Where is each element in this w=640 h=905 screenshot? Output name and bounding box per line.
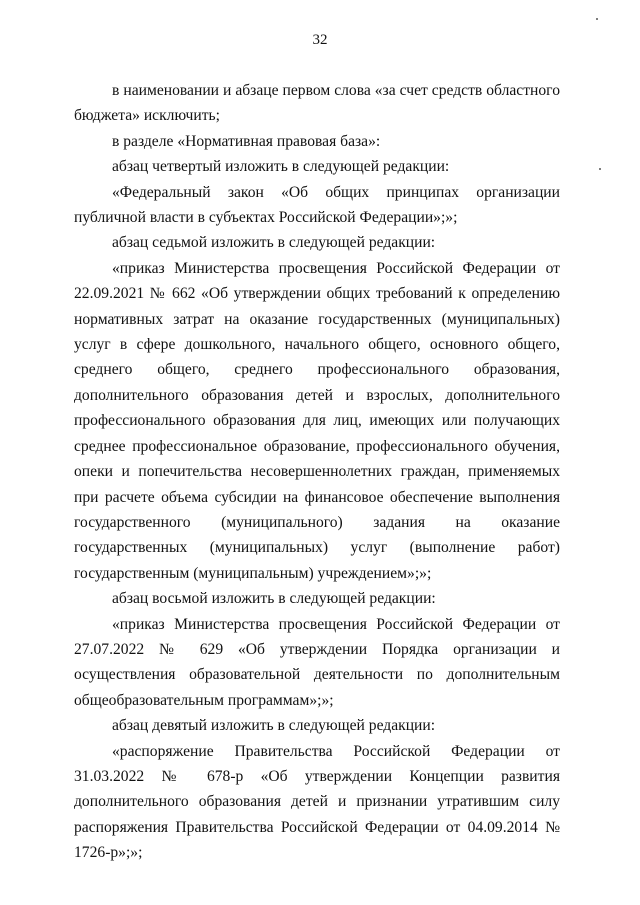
- scan-speck: [596, 18, 598, 20]
- paragraph-10: «распоряжение Правительства Российской Федерации от 31.03.2022 № 678-р «Об утверждении Концепции развития дополнительного образования детей и признании утратившим силу распоряжения Правительства Российской Федерации от 04.09.2014 № 1726-р»;»;: [74, 742, 560, 862]
- paragraph-7: абзац восьмой изложить в следующей редакции:: [112, 590, 436, 608]
- document-body: [74, 78, 560, 866]
- paragraph-9: абзац девятый изложить в следующей редакции:: [112, 717, 436, 735]
- paragraph-8: «приказ Министерства просвещения Российской Федерации от 27.07.2022 № 629 «Об утверждении Порядка организации и осуществления образовательной деятельности по дополнительным общеобразовательным программам»;»;: [74, 615, 560, 709]
- paragraph-2: в разделе «Нормативная правовая база»:: [112, 132, 381, 150]
- paragraph-5: абзац седьмой изложить в следующей редакции:: [112, 234, 436, 252]
- scan-speck: [599, 168, 601, 170]
- paragraph-6: «приказ Министерства просвещения Российской Федерации от 22.09.2021 № 662 «Об утверждении общих требований к определению нормативных затрат на оказание государственных (муниципальных) услуг в сфере дошкольного, начального общего, основного общего, среднего общего, среднего профессионального образования, дополнительного образования детей и взрослых, дополнительного профессионального образования для лиц, имеющих или получающих среднее профессиональное образование, профессионального обучения, опеки и попечительства несовершеннолетних граждан, применяемых при расчете объема субсидии на финансовое обеспечение выполнения государственного (муниципального) задания на оказание государственных (муниципальных) услуг (выполнение работ) государственным (муниципальным) учреждением»;»;: [74, 259, 560, 582]
- paragraph-3: абзац четвертый изложить в следующей редакции:: [112, 158, 450, 176]
- paragraph-4: «Федеральный закон «Об общих принципах организации публичной власти в субъектах Российской Федерации»;»;: [74, 183, 560, 227]
- page-number: 32: [312, 32, 328, 48]
- paragraph-1: в наименовании и абзаце первом слова «за счет средств областного бюджета» исключить;: [74, 82, 560, 125]
